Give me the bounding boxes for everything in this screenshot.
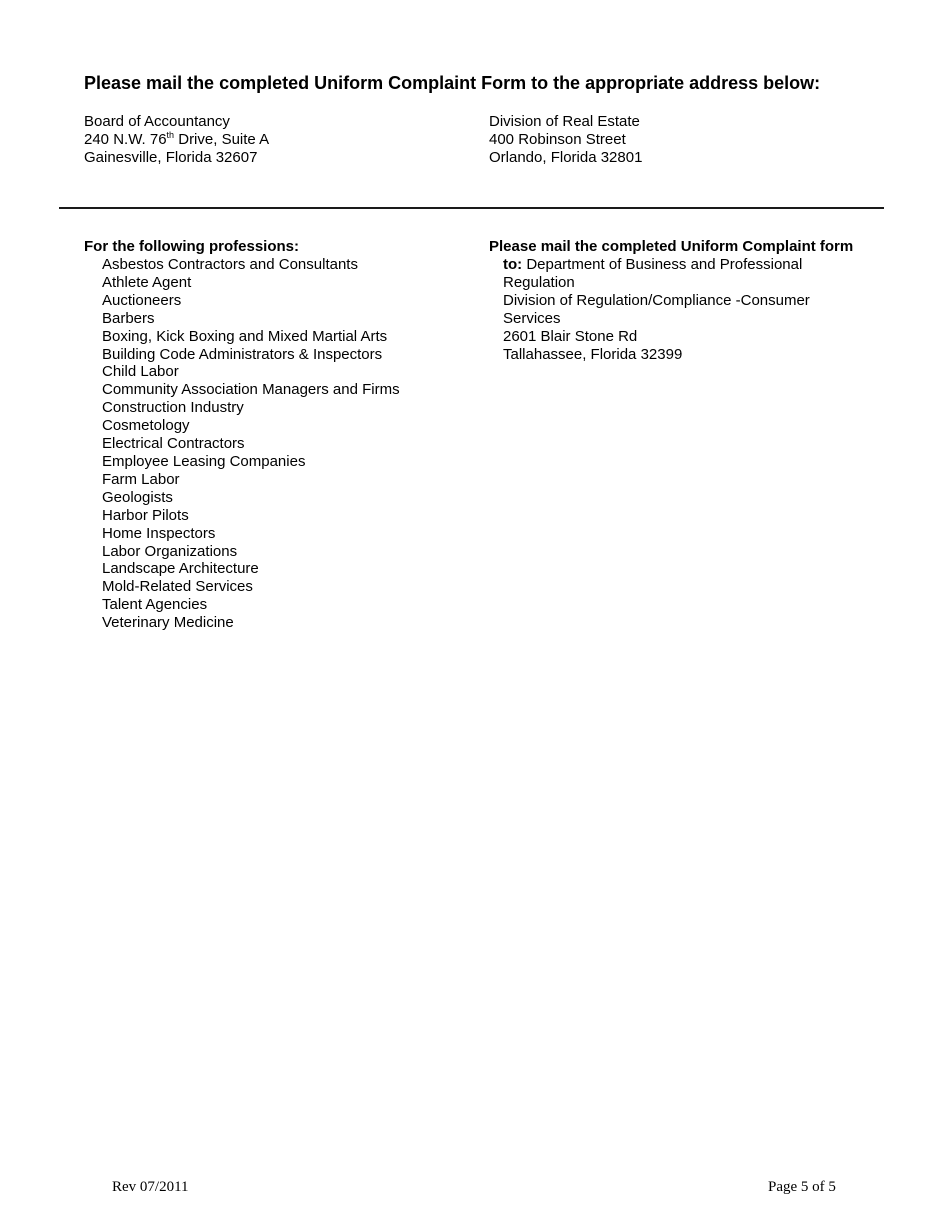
list-item: Electrical Contractors	[102, 435, 245, 453]
list-item: Landscape Architecture	[102, 560, 259, 578]
address-line	[84, 131, 269, 149]
list-item: Home Inspectors	[102, 524, 216, 542]
page-number: Page 5 of 5	[768, 1179, 836, 1195]
list-item: Boxing, Kick Boxing and Mixed Martial Arts	[102, 327, 388, 345]
dbpr-mailing-section	[489, 238, 853, 363]
list-item: Employee Leasing Companies	[102, 452, 306, 470]
list-item: Barbers	[102, 309, 155, 327]
address-line: 2601 Blair Stone Rd	[503, 327, 638, 345]
address-line: Division of Real Estate	[489, 113, 640, 130]
address-line: Gainesville, Florida 32607	[84, 149, 258, 166]
ordinal-suffix: th	[166, 130, 175, 140]
address-line: Services	[503, 309, 561, 327]
address-line: 400 Robinson Street	[489, 131, 626, 148]
address-street-number: 240 N.W. 76	[84, 131, 167, 148]
list-item: Athlete Agent	[102, 273, 192, 291]
list-item: Talent Agencies	[102, 596, 208, 614]
address-line: Tallahassee, Florida 32399	[503, 345, 683, 363]
page-title: Please mail the completed Uniform Complaint Form to the appropriate address below:	[84, 73, 821, 93]
list-item: Building Code Administrators & Inspectors	[102, 345, 383, 363]
to-label: to:	[503, 256, 523, 273]
department-name: Department of Business and Professional	[522, 256, 803, 273]
address-line: Orlando, Florida 32801	[489, 149, 643, 166]
list-item: Community Association Managers and Firms	[102, 381, 400, 399]
list-item: Veterinary Medicine	[102, 614, 234, 632]
list-item: Harbor Pilots	[102, 506, 189, 524]
address-line: Board of Accountancy	[84, 113, 230, 130]
address-line	[503, 256, 853, 274]
dbpr-heading: Please mail the completed Uniform Complaint form	[489, 238, 854, 255]
section-divider	[59, 207, 884, 209]
address-board-of-accountancy	[84, 113, 269, 167]
dbpr-address	[503, 256, 853, 363]
list-item: Auctioneers	[102, 291, 182, 309]
address-line: Regulation	[503, 273, 575, 291]
list-item: Farm Labor	[102, 470, 180, 488]
list-item: Cosmetology	[102, 417, 190, 435]
list-item: Mold-Related Services	[102, 578, 253, 596]
list-item: Asbestos Contractors and Consultants	[102, 256, 358, 273]
list-item: Geologists	[102, 488, 173, 506]
revision-label: Rev 07/2011	[112, 1179, 189, 1195]
professions-section	[84, 238, 400, 632]
professions-list	[102, 256, 400, 632]
professions-heading: For the following professions:	[84, 238, 299, 255]
list-item: Labor Organizations	[102, 542, 238, 560]
list-item: Construction Industry	[102, 399, 244, 417]
address-street-name: Drive, Suite A	[174, 131, 270, 148]
address-line: Division of Regulation/Compliance -Consumer	[503, 291, 810, 309]
address-division-of-real-estate	[489, 113, 642, 167]
list-item: Child Labor	[102, 363, 179, 381]
